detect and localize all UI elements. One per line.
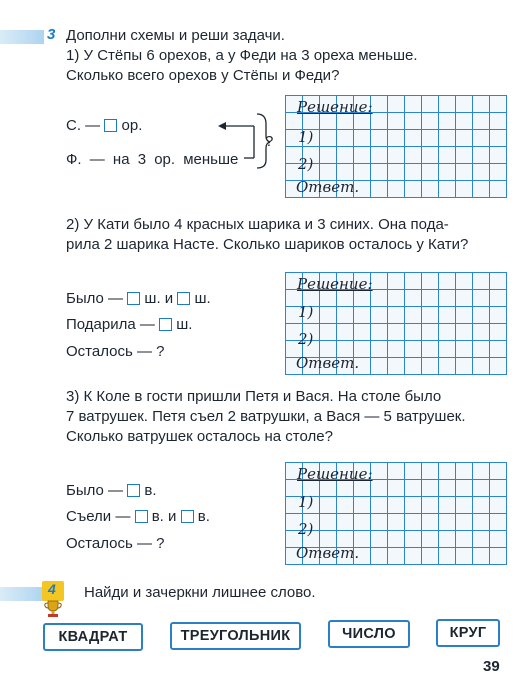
scheme3-bylo-prefix: Было — bbox=[66, 482, 124, 499]
task3-stripe bbox=[0, 30, 44, 44]
scheme3-seli-suffix: в. bbox=[197, 508, 210, 525]
problem3-line3: Сколько ватрушек осталось на столе? bbox=[66, 428, 333, 445]
scheme1-f-line: Ф. — на 3 ор. меньше bbox=[66, 151, 239, 168]
scheme3-seli-blank-box-2[interactable] bbox=[181, 510, 194, 523]
problem3-line2: 7 ватрушек. Петя съел 2 ватрушки, а Вася — 5 ватрушек. bbox=[66, 408, 466, 425]
grid1-heading: Решение: bbox=[297, 98, 373, 116]
scheme2-bylo-line bbox=[66, 289, 211, 309]
grid1-step2: 2) bbox=[298, 155, 314, 173]
scheme3-bylo-line bbox=[66, 481, 157, 501]
scheme2-podarila-prefix: Подарила — bbox=[66, 316, 155, 333]
word-card-treugolnik[interactable]: ТРЕУГОЛЬНИК bbox=[170, 622, 301, 650]
problem1-line1: 1) У Стёпы 6 орехов, а у Феди на 3 ореха меньше. bbox=[66, 47, 418, 64]
scheme2-bylo-prefix: Было — bbox=[66, 290, 124, 307]
scheme2-bylo-blank-box-2[interactable] bbox=[177, 292, 190, 305]
task3-instruction: Дополни схемы и реши задачи. bbox=[66, 27, 285, 44]
scheme3-seli-blank-box-1[interactable] bbox=[135, 510, 148, 523]
scheme1-s-prefix: С. — bbox=[66, 117, 101, 134]
grid2-step2: 2) bbox=[298, 330, 314, 348]
problem2-line2: рила 2 шарика Насте. Сколько шариков осталось у Кати? bbox=[66, 236, 469, 253]
scheme1-s-blank-box[interactable] bbox=[104, 119, 117, 132]
page-number: 39 bbox=[483, 658, 500, 675]
problem1-line2: Сколько всего орехов у Стёпы и Феди? bbox=[66, 67, 340, 84]
task3-number: 3 bbox=[47, 26, 56, 43]
scheme1-question-mark: ? bbox=[265, 133, 274, 150]
word-card-krug[interactable]: КРУГ bbox=[436, 619, 500, 647]
grid3-step2: 2) bbox=[298, 520, 314, 538]
problem2-line1: 2) У Кати было 4 красных шарика и 3 синих. Она пода- bbox=[66, 216, 449, 233]
grid3-answer: Ответ. bbox=[296, 544, 360, 562]
trophy-icon bbox=[43, 600, 63, 618]
word-card-chislo[interactable]: ЧИСЛО bbox=[328, 620, 410, 648]
scheme2-bylo-blank-box-1[interactable] bbox=[127, 292, 140, 305]
scheme3-seli-line bbox=[66, 507, 210, 527]
scheme1-s-suffix: ор. bbox=[121, 117, 143, 134]
scheme2-bylo-mid: ш. и bbox=[144, 290, 174, 307]
grid2-heading: Решение: bbox=[297, 275, 373, 293]
scheme3-seli-mid: в. и bbox=[151, 508, 177, 525]
scheme2-bylo-suffix: ш. bbox=[194, 290, 211, 307]
word-card-kvadrat[interactable]: КВАДРАТ bbox=[43, 623, 143, 651]
scheme1-s-line bbox=[66, 116, 142, 136]
scheme2-ostalos-line: Осталось — ? bbox=[66, 343, 165, 360]
scheme2-podarila-line bbox=[66, 315, 192, 335]
scheme3-seli-prefix: Съели — bbox=[66, 508, 131, 525]
grid3-heading: Решение: bbox=[297, 465, 373, 483]
task4-instruction: Найди и зачеркни лишнее слово. bbox=[84, 584, 316, 601]
grid3-step1: 1) bbox=[298, 493, 314, 511]
scheme2-podarila-suffix: ш. bbox=[176, 316, 193, 333]
task4-number: 4 bbox=[48, 581, 56, 597]
scheme3-bylo-suffix: в. bbox=[144, 482, 157, 499]
grid1-step1: 1) bbox=[298, 128, 314, 146]
scheme2-podarila-blank-box[interactable] bbox=[159, 318, 172, 331]
scheme3-ostalos-line: Осталось — ? bbox=[66, 535, 165, 552]
problem3-line1: 3) К Коле в гости пришли Петя и Вася. На столе было bbox=[66, 388, 442, 405]
grid2-step1: 1) bbox=[298, 303, 314, 321]
grid1-answer: Ответ. bbox=[296, 178, 360, 196]
grid2-answer: Ответ. bbox=[296, 354, 360, 372]
scheme3-bylo-blank-box[interactable] bbox=[127, 484, 140, 497]
task4-stripe bbox=[0, 587, 44, 601]
task4-badge bbox=[42, 581, 64, 619]
